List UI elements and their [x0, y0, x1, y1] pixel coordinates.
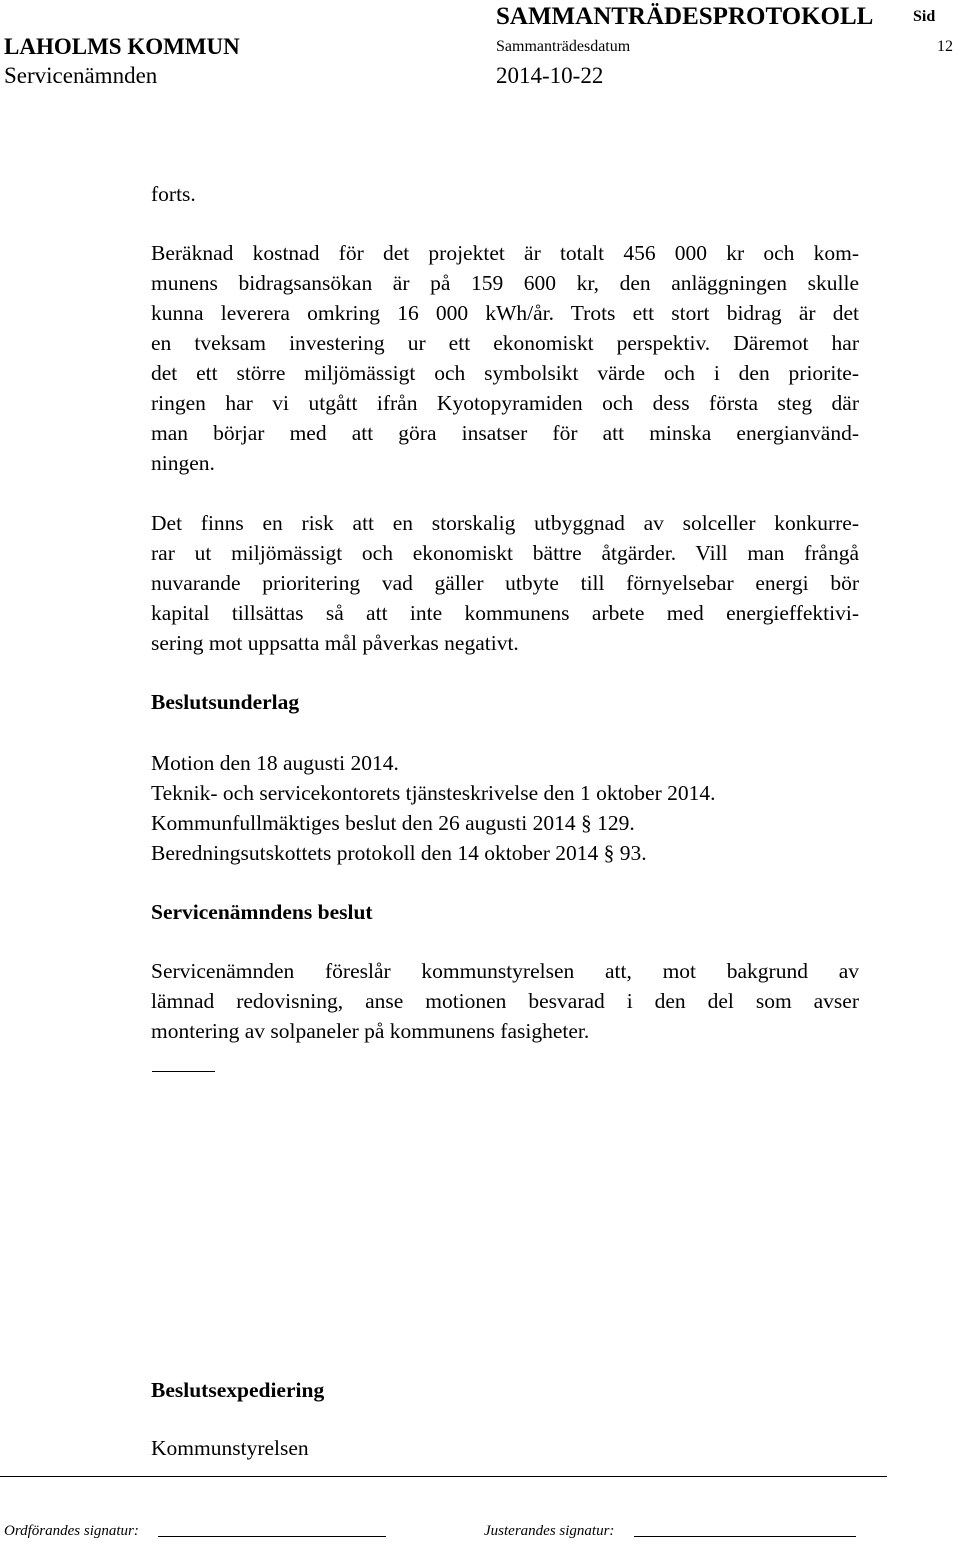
text-line: rar ut miljömässigt och ekonomiskt bättre åtgärder. Vill man frångå [151, 541, 859, 565]
list-item: Motion den 18 augusti 2014. [151, 751, 399, 775]
footer-divider [0, 1476, 887, 1477]
text-line: lämnad redovisning, anse motionen besvarad i den del som avser [151, 989, 859, 1013]
text-line: nuvarande prioritering vad gäller utbyte till förnyelsebar energi bör [151, 571, 859, 595]
text-line: kapital tillsättas så att inte kommunens arbete med energieffektivi- [151, 601, 859, 625]
dispatch-recipient: Kommunstyrelsen [151, 1436, 309, 1460]
text-line: Beräknad kostnad för det projektet är totalt 456 000 kr och kom- [151, 241, 859, 265]
chair-signature-label: Ordförandes signatur: [4, 1523, 139, 1539]
adjuster-signature-line[interactable] [634, 1536, 856, 1537]
decision-text [151, 956, 859, 1046]
text-line: en tveksam investering ur ett ekonomiskt perspektiv. Däremot har [151, 331, 859, 355]
page-number: 12 [937, 38, 953, 55]
protocol-title: SAMMANTRÄDESPROTOKOLL [496, 3, 874, 30]
text-line: ningen. [151, 451, 215, 475]
text-line: montering av solpaneler på kommunens fasigheter. [151, 1019, 590, 1043]
heading-dispatch: Beslutsexpediering [151, 1378, 325, 1402]
text-line: kunna leverera omkring 16 000 kWh/år. Trots ett stort bidrag är det [151, 301, 859, 325]
basis-list [151, 748, 716, 868]
heading-decision: Servicenämndens beslut [151, 900, 373, 924]
text-line: munens bidragsansökan är på 159 600 kr, den anläggningen skulle [151, 271, 859, 295]
list-item: Teknik- och servicekontorets tjänsteskrivelse den 1 oktober 2014. [151, 781, 716, 805]
text-line: ringen har vi utgått ifrån Kyotopyramiden och dess första steg där [151, 391, 859, 415]
heading-basis: Beslutsunderlag [151, 690, 300, 714]
list-item: Beredningsutskottets protokoll den 14 oktober 2014 § 93. [151, 841, 647, 865]
continued-marker: forts. [151, 182, 196, 206]
paragraph-risk [151, 508, 859, 658]
text-line: Servicenämnden föreslår kommunstyrelsen att, mot bakgrund av [151, 959, 859, 983]
municipality-name: LAHOLMS KOMMUN [4, 34, 240, 59]
chair-signature-line[interactable] [158, 1536, 386, 1537]
text-line: Det finns en risk att en storskalig utbyggnad av solceller konkurre- [151, 511, 859, 535]
adjuster-signature-label: Justerandes signatur: [484, 1523, 615, 1539]
meeting-date: 2014-10-22 [496, 63, 604, 88]
paragraph-cost [151, 238, 859, 478]
text-line: det ett större miljömässigt och symbolsikt värde och i den priorite- [151, 361, 859, 385]
text-line: man börjar med att göra insatser för att minska energianvänd- [151, 421, 859, 445]
text-line: sering mot uppsatta mål påverkas negativt. [151, 631, 519, 655]
list-item: Kommunfullmäktiges beslut den 26 augusti 2014 § 129. [151, 811, 635, 835]
section-end-rule [152, 1071, 215, 1072]
page-label: Sid [913, 8, 936, 25]
meeting-date-label: Sammanträdesdatum [496, 38, 631, 55]
committee-name: Servicenämnden [4, 63, 158, 88]
